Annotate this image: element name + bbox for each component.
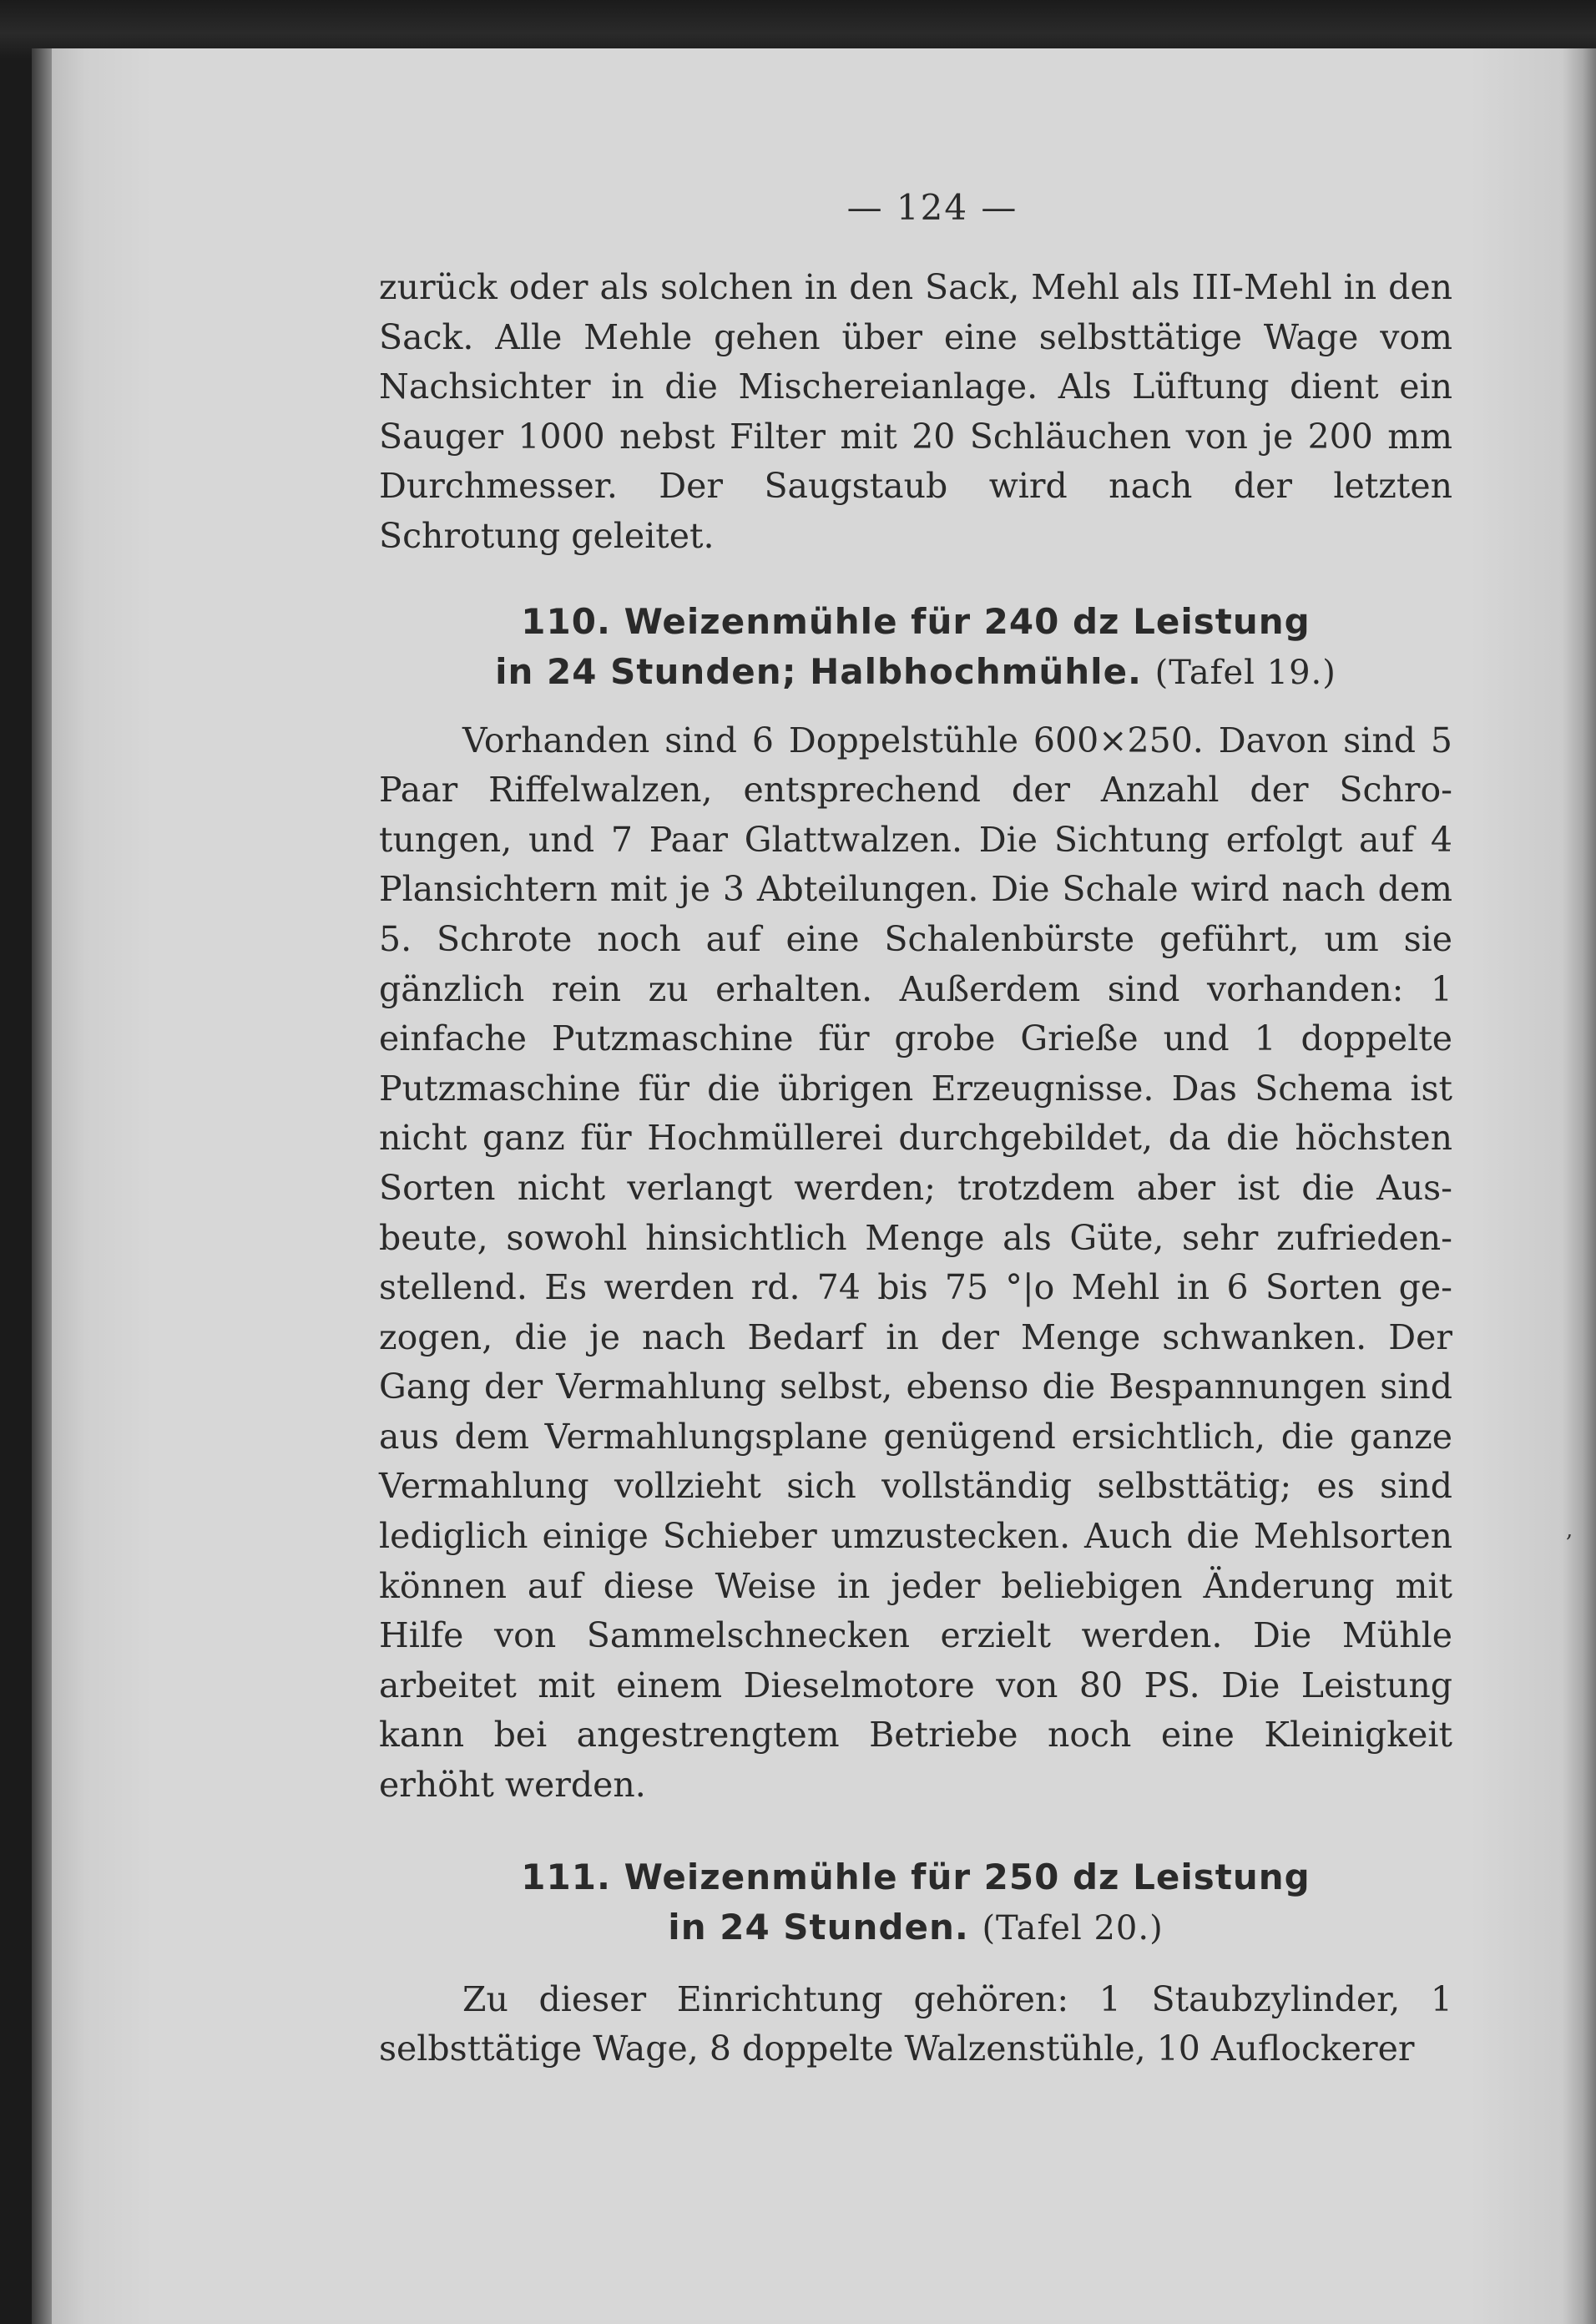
text-line: Die Mühle arbeitet mit einem Dieselmotore von 80 PS.	[379, 1615, 1452, 1705]
text-line: Wage vom Nachsichter in die Mischereianlage. Als Lüftung	[379, 316, 1452, 407]
page-content	[379, 187, 1452, 2074]
section-110-subtitle: in 24 Stunden; Halbhochmühle.	[495, 650, 1143, 692]
text-line: sind lediglich einige Schieber umzustecken. Auch die	[379, 1466, 1452, 1557]
text-line: 5 Paar Riffelwalzen, entsprechend der Anzahl der Schro-	[379, 720, 1452, 811]
text-line: 1 einfache Putzmaschine für grobe Grieße und 1 doppelte	[379, 968, 1452, 1059]
section-110-plate-ref: (Tafel 19.)	[1154, 653, 1336, 692]
text-line: beute, sowohl hinsichtlich Menge als Güte, sehr zufrieden-	[379, 1217, 1452, 1258]
text-line: stellend. Es werden rd. 74 bis 75 °|o Mehl in 6 Sorten ge-	[379, 1267, 1452, 1308]
text-line: nicht ganz für Hochmüllerei durchgebildet, da die höchsten	[379, 1118, 1452, 1159]
text-line: ganze Vermahlung vollzieht sich vollständig selbsttätig; es	[379, 1416, 1452, 1507]
text-line: Kleinigkeit erhöht werden.	[379, 1715, 1452, 1806]
section-111-number: 111.	[521, 1856, 611, 1897]
text-line: von je 200 mm Durchmesser. Der Saugstaub wird nach	[379, 416, 1452, 507]
text-line: dem 5. Schrote noch auf eine Schalenbürste geführt, um	[379, 869, 1452, 959]
text-line: sie gänzlich rein zu erhalten. Außerdem sind vorhanden:	[379, 918, 1452, 1009]
text-line: 1 selbsttätige Wage, 8 doppelte Walzenstühle, 10 Auflockerer	[379, 1978, 1452, 2069]
margin-speck: ,	[1566, 1518, 1573, 1543]
section-110-heading	[379, 597, 1452, 698]
section-110-number: 110.	[521, 600, 611, 642]
text-line: sind aus dem Vermahlungsplane genügend ersichtlich, die	[379, 1367, 1452, 1457]
text-line: Mehlsorten können auf diese Weise in jeder beliebigen	[379, 1516, 1452, 1606]
page-number: — 124 —	[846, 187, 1018, 228]
section-110-body	[379, 716, 1452, 1811]
section-111-title-line-2	[379, 1902, 1452, 1953]
text-line: in den Sack. Alle Mehle gehen über eine selbsttätige	[379, 267, 1452, 357]
text-line: 4 Plansichtern mit je 3 Abteilungen. Die Schale wird nach	[379, 819, 1452, 910]
text-line: Vorhanden sind 6 Doppelstühle 600×250. Davon sind	[462, 720, 1416, 760]
section-111-heading	[379, 1852, 1452, 1953]
section-111-subtitle: in 24 Stunden.	[668, 1906, 969, 1948]
book-spine-edge	[32, 48, 52, 2324]
section-110-title: Weizenmühle für 240 dz Leistung	[624, 600, 1311, 642]
text-line: Zu dieser Einrichtung gehören: 1 Staubzylinder,	[462, 1978, 1401, 2019]
page-right-shadow	[1563, 48, 1596, 2324]
text-line: Die Leistung kann bei angestrengtem Betriebe noch eine	[379, 1665, 1452, 1756]
text-line: Änderung mit Hilfe von Sammelschnecken erzielt werden.	[379, 1565, 1452, 1656]
section-111-title: Weizenmühle für 250 dz Leistung	[624, 1856, 1311, 1897]
section-110-title-line-2	[379, 647, 1452, 698]
text-line: zogen, die je nach Bedarf in der Menge schwanken. Der	[379, 1316, 1452, 1357]
text-line: Putzmaschine für die übrigen Erzeugnisse. Das Schema ist	[379, 1068, 1452, 1109]
section-111-body	[379, 1975, 1452, 2074]
text-line: dient ein Sauger 1000 nebst Filter mit 20 Schläuchen	[379, 366, 1452, 457]
text-line: tungen, und 7 Paar Glattwalzen. Die Sichtung erfolgt auf	[379, 819, 1415, 860]
text-line: der letzten Schrotung geleitet.	[379, 466, 1452, 556]
text-line: Gang der Vermahlung selbst, ebenso die Bespannungen	[379, 1367, 1366, 1407]
section-111-title-line-1	[379, 1852, 1452, 1902]
section-110-title-line-1	[379, 597, 1452, 647]
paragraph-continued	[379, 263, 1452, 562]
text-line: zurück oder als solchen in den Sack, Mehl als III-Mehl	[379, 267, 1332, 307]
text-line: Sorten nicht verlangt werden; trotzdem aber ist die Aus-	[379, 1167, 1452, 1208]
section-111-plate-ref: (Tafel 20.)	[982, 1908, 1164, 1948]
